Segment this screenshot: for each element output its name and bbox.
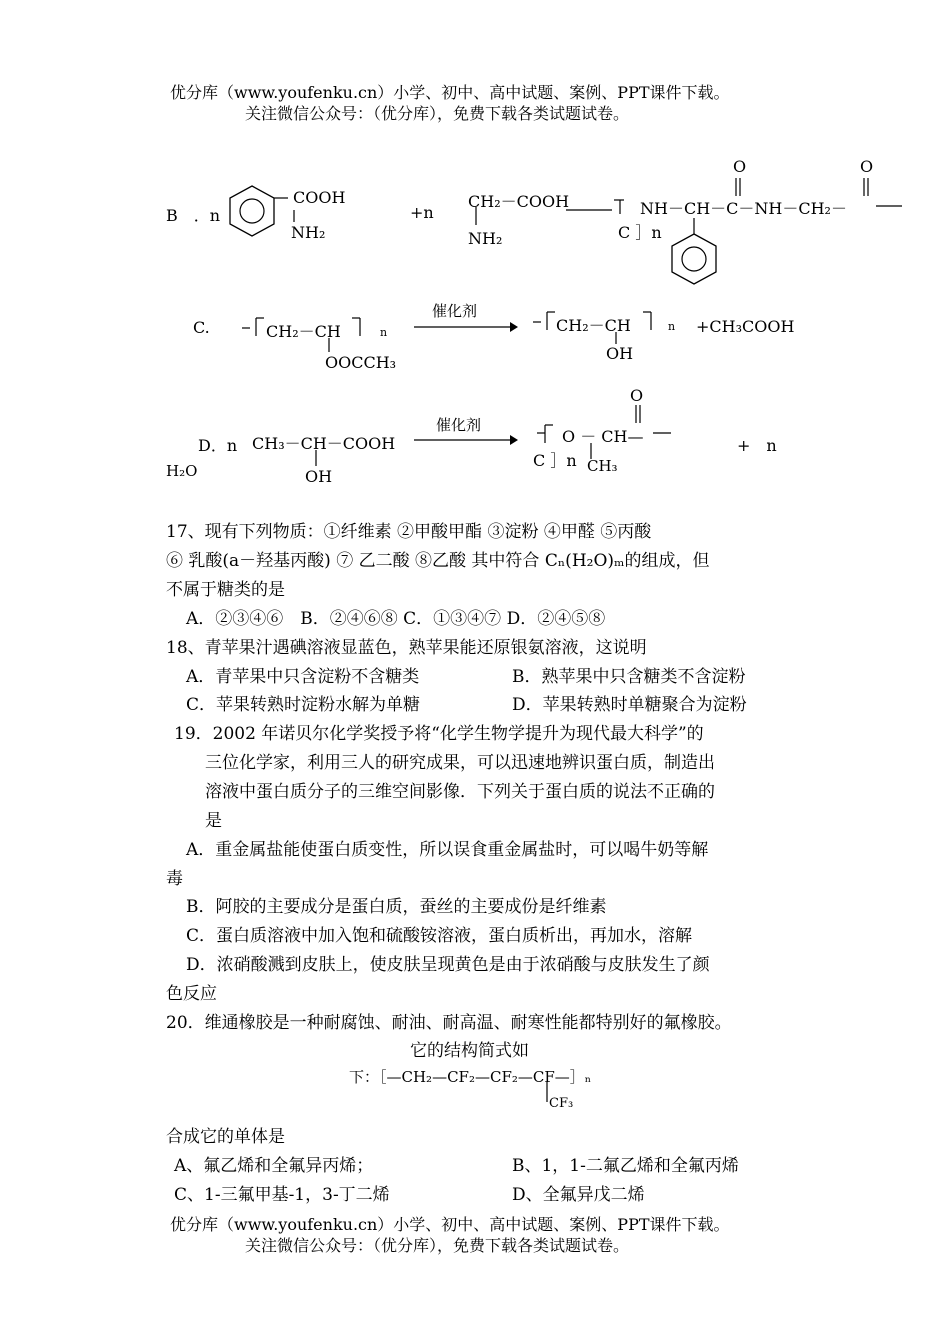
arrow-right-icon — [414, 320, 518, 334]
q19-line-4: 是 — [205, 811, 222, 831]
option-d-plus-n: + n — [737, 436, 777, 455]
option-d-tail: C ］n — [533, 451, 577, 470]
option-c-label: C. — [193, 318, 210, 337]
option-d-oxygen: O — [630, 386, 644, 405]
option-b-polymer: NH－CH－C－NH－CH₂－ — [640, 199, 847, 218]
option-b-cooh: COOH — [293, 188, 346, 207]
q20-option-c: C、1-三氟甲基-1，3-丁二烯 — [174, 1185, 390, 1205]
q20-line-3: 合成它的单体是 — [166, 1127, 285, 1147]
option-b-oxygen-1: O — [733, 157, 747, 176]
option-c-reactant: CH₂－CH — [266, 322, 341, 341]
q20-cf3: CF₃ — [549, 1096, 574, 1111]
q19-line-2: 三位化学家，利用三人的研究成果，可以迅速地辨识蛋白质，制造出 — [205, 753, 715, 773]
q20-option-b: B、1，1-二氟乙烯和全氟丙烯 — [512, 1156, 739, 1176]
option-c-oh: OH — [606, 344, 634, 363]
option-c-n2: n — [668, 320, 676, 333]
q20-line-1: 20．维通橡胶是一种耐腐蚀、耐油、耐高温、耐寒性能都特别好的氟橡胶。 — [166, 1013, 732, 1033]
header-line-1: 优分库（www.youfenku.cn）小学、初中、高中试题、案例、PPT课件下载。 — [170, 83, 730, 102]
bond-line-icon — [474, 207, 480, 227]
bond-line-icon — [327, 338, 333, 354]
q19-option-b: B．阿胶的主要成分是蛋白质，蚕丝的主要成份是纤维素 — [186, 897, 607, 917]
option-b-label: B ．n — [166, 206, 221, 225]
q18-stem: 18、青苹果汁遇碘溶液显蓝色，熟苹果能还原银氨溶液，这说明 — [166, 638, 647, 658]
option-b-glycine: CH₂－COOH — [468, 192, 570, 211]
option-c-substituent: OOCCH₃ — [325, 353, 397, 372]
q19-option-a-cont: 毒 — [166, 869, 183, 889]
option-b-oxygen-2: O — [860, 157, 874, 176]
option-b-plus-n: +n — [410, 203, 434, 222]
footer-line-1: 优分库（www.youfenku.cn）小学、初中、高中试题、案例、PPT课件下载。 — [170, 1215, 730, 1234]
option-c-product: CH₂－CH — [556, 316, 631, 335]
option-d-product: O － CH— — [562, 427, 644, 446]
option-d-oh: OH — [305, 467, 333, 486]
q19-option-a: A．重金属盐能使蛋白质变性，所以误食重金属盐时，可以喝牛奶等解 — [186, 840, 709, 860]
option-d-label: D．n — [198, 436, 238, 455]
q18-option-b: B．熟苹果中只含糖类不含淀粉 — [512, 667, 746, 687]
option-d-reactant: CH₃－CH－COOH — [252, 434, 396, 453]
q18-option-d: D．苹果转熟时单糖聚合为淀粉 — [512, 695, 747, 715]
q20-option-d: D、全氟异戊二烯 — [512, 1185, 645, 1205]
q19-line-1: 19．2002 年诺贝尔化学奖授予将“化学生物学提升为现代最大科学”的 — [174, 724, 704, 744]
q19-line-3: 溶液中蛋白质分子的三维空间影像．下列关于蛋白质的说法不正确的 — [205, 782, 715, 802]
option-b-nh2: NH₂ — [291, 223, 326, 242]
q17-line-2: ⑥ 乳酸(a－羟基丙酸) ⑦ 乙二酸 ⑧乙酸 其中符合 Cₙ(H₂O)ₘ的组成，但 — [166, 551, 710, 571]
option-c-n1: n — [380, 326, 388, 339]
header-line-2: 关注微信公众号：（优分库），免费下载各类试题试卷。 — [245, 104, 630, 123]
double-bond-icon — [730, 176, 880, 198]
q20-option-a: A、氟乙烯和全氟异丙烯； — [174, 1156, 374, 1176]
footer-line-2: 关注微信公众号：（优分库），免费下载各类试题试卷。 — [245, 1236, 630, 1255]
q20-formula: 下：［—CH₂—CF₂—CF₂—CF—］ₙ — [349, 1068, 592, 1086]
option-c-catalyst: 催化剂 — [432, 302, 478, 320]
q18-option-a: A．青苹果中只含淀粉不含糖类 — [186, 667, 420, 687]
q18-option-c: C．苹果转熟时淀粉水解为单糖 — [186, 695, 421, 715]
option-d-water: H₂O — [166, 462, 198, 480]
q17-line-1: 17、现有下列物质：①纤维素 ②甲酸甲酯 ③淀粉 ④甲醛 ⑤丙酸 — [166, 522, 652, 542]
q17-line-3: 不属于糖类的是 — [166, 580, 285, 600]
option-d-ch3: CH₃ — [587, 457, 618, 475]
benzene-ring-icon — [226, 180, 296, 250]
bond-line-icon — [314, 450, 320, 468]
q19-option-d-cont: 色反应 — [166, 984, 217, 1004]
q20-line-2: 它的结构简式如 — [410, 1041, 529, 1061]
arrow-right-icon — [414, 433, 518, 447]
benzene-ring-icon — [664, 218, 724, 298]
q17-options: A．②③④⑥ B．②④⑥⑧ C．①③④⑦ D．②④⑤⑧ — [186, 609, 606, 629]
q19-option-c: C．蛋白质溶液中加入饱和硫酸铵溶液，蛋白质析出，再加水，溶解 — [186, 926, 693, 946]
q19-option-d: D．浓硝酸溅到皮肤上，使皮肤呈现黄色是由于浓硝酸与皮肤发生了颜 — [186, 955, 710, 975]
option-b-polymer-tail: C ］n — [618, 223, 662, 242]
option-b-glycine-nh2: NH₂ — [468, 229, 503, 248]
option-c-byproduct: +CH₃COOH — [696, 317, 795, 336]
option-d-catalyst: 催化剂 — [436, 416, 482, 434]
